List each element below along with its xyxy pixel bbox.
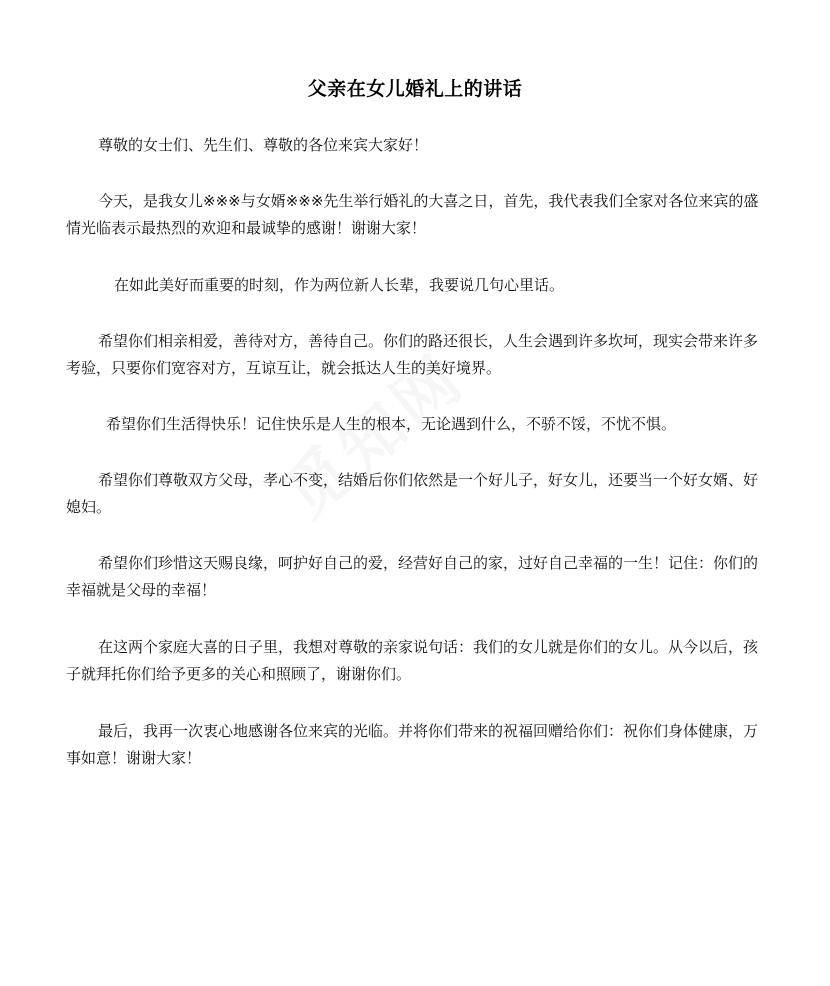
- paragraph-cherish-fate: 希望你们珍惜这天赐良缘，呵护好自己的爱，经营好自己的家，过好自己幸福的一生！记住：你们的幸福就是父母的幸福！: [66, 554, 759, 599]
- paragraph-heartfelt-words: 在如此美好而重要的时刻，作为两位新人长辈，我要说几句心里话。: [114, 276, 565, 294]
- paragraph-greeting: 尊敬的女士们、先生们、尊敬的各位来宾大家好！: [98, 136, 429, 154]
- paragraph-love-each-other: 希望你们相亲相爱，善待对方，善待自己。你们的路还很长，人生会遇到许多坎坷，现实会带来许多考验，只要你们宽容对方，互谅互让，就会抵达人生的美好境界。: [66, 332, 759, 377]
- page-title: 父亲在女儿婚礼上的讲话: [307, 78, 523, 100]
- paragraph-be-happy: 希望你们生活得快乐！记住快乐是人生的根本，无论遇到什么，不骄不馁，不忧不惧。: [106, 415, 677, 433]
- paragraph-respect-parents: 希望你们尊敬双方父母，孝心不变，结婚后你们依然是一个好儿子，好女儿，还要当一个好女婿、好媳妇。: [66, 471, 759, 516]
- paragraph-to-in-laws: 在这两个家庭大喜的日子里，我想对尊敬的亲家说句话：我们的女儿就是你们的女儿。从今以后，孩子就拜托你们给予更多的关心和照顾了，谢谢你们。: [66, 638, 759, 683]
- paragraph-welcome: 今天，是我女儿※※※与女婿※※※先生举行婚礼的大喜之日，首先，我代表我们全家对各位来宾的盛情光临表示最热烈的欢迎和最诚挚的感谢！谢谢大家！: [66, 192, 759, 237]
- paragraph-closing: 最后，我再一次衷心地感谢各位来宾的光临。并将你们带来的祝福回赠给你们：祝你们身体健康，万事如意！谢谢大家！: [66, 722, 759, 767]
